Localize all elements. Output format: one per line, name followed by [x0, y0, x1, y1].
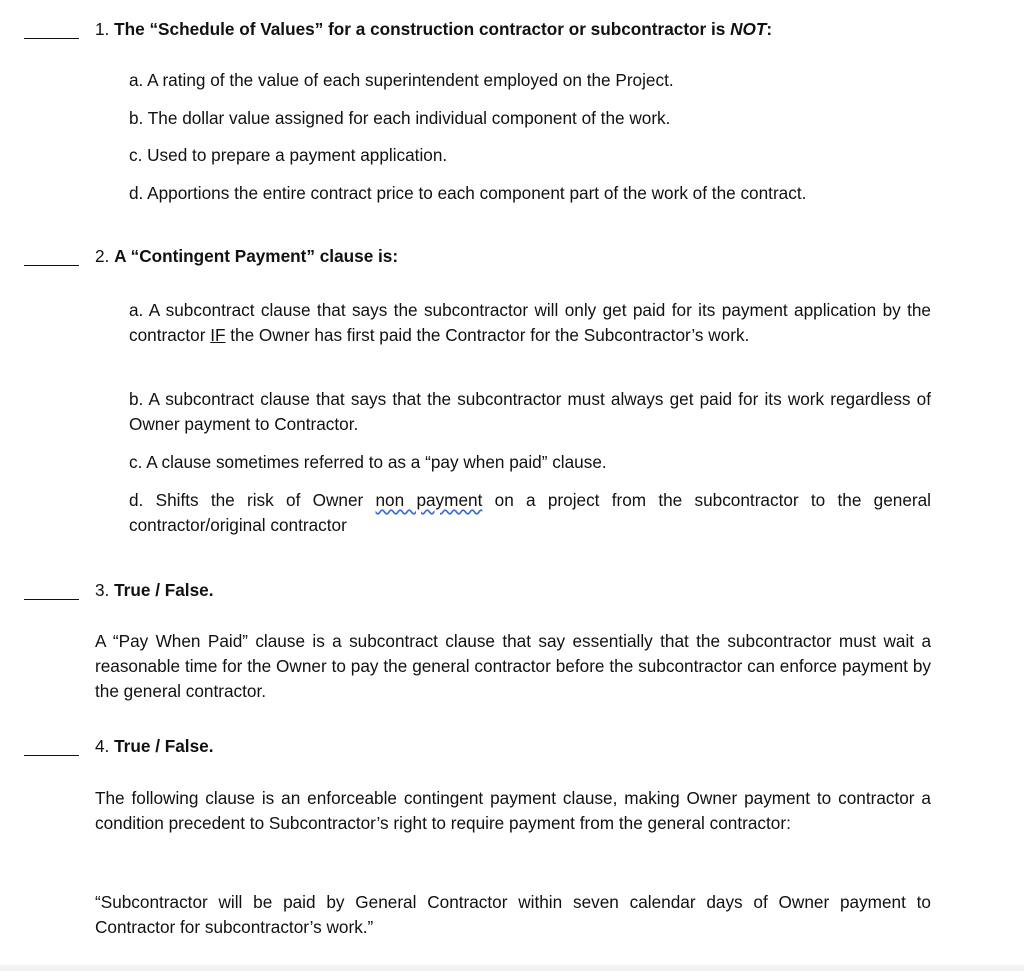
question-2-option-c: c. A clause sometimes referred to as a “pay when paid” clause.: [129, 452, 607, 472]
page-bottom-edge: [0, 965, 1024, 971]
question-colon: :: [766, 19, 773, 39]
option-text: on a project from the subcontractor to the general contractor/original contractor: [129, 490, 931, 535]
answer-blank-2[interactable]: [24, 265, 79, 266]
question-2-heading: [95, 244, 935, 269]
question-number: 2.: [95, 246, 110, 266]
option-text: d. Shifts the risk of Owner: [129, 490, 376, 510]
question-title: A “Contingent Payment” clause is:: [114, 246, 399, 266]
question-title: The “Schedule of Values” for a construction contractor or subcontractor is: [114, 19, 731, 39]
option-text: the Owner has first paid the Contractor for the Subcontractor’s work.: [225, 325, 750, 345]
option-emphasis-if: IF: [210, 325, 226, 345]
question-3-heading: [95, 578, 935, 603]
spellcheck-flagged-text: non payment: [375, 490, 483, 510]
question-1-heading: [95, 17, 935, 42]
answer-blank-3[interactable]: [24, 599, 79, 600]
question-1-option-d: d. Apportions the entire contract price to each component part of the work of the contract.: [129, 183, 807, 203]
answer-blank-4[interactable]: [24, 755, 79, 756]
question-1-option-c: c. Used to prepare a payment application.: [129, 145, 448, 165]
question-1-option-a: a. A rating of the value of each superintendent employed on the Project.: [129, 70, 674, 90]
question-emphasis: NOT: [730, 19, 767, 39]
option-text: a. A subcontract clause that says the subcontractor will only get paid for its payment application by the contractor: [129, 300, 931, 345]
question-4-quote: “Subcontractor will be paid by General Contractor within seven calendar days of Owner payment to Contractor for subcontractor’s work.”: [95, 892, 931, 937]
question-4-heading: [95, 734, 935, 759]
question-number: 4.: [95, 736, 110, 756]
question-1-option-b: b. The dollar value assigned for each individual component of the work.: [129, 108, 671, 128]
question-2-option-d: [129, 488, 931, 538]
question-4-statement: The following clause is an enforceable contingent payment clause, making Owner payment to contractor a condition precedent to Subcontractor’s right to require payment from the general contractor:: [95, 788, 931, 833]
question-3-statement: A “Pay When Paid” clause is a subcontract clause that say essentially that the subcontractor must wait a reasonable time for the Owner to pay the general contractor before the subcontractor can enforce payment by the general contractor.: [95, 631, 931, 701]
question-number: 3.: [95, 580, 110, 600]
question-title: True / False.: [114, 580, 214, 600]
question-number: 1.: [95, 19, 110, 39]
question-2-option-a: [129, 298, 931, 348]
question-title: True / False.: [114, 736, 214, 756]
answer-blank-1[interactable]: [24, 38, 79, 39]
question-2-option-b: b. A subcontract clause that says that the subcontractor must always get paid for its work regardless of Owner payment to Contractor.: [129, 389, 931, 434]
